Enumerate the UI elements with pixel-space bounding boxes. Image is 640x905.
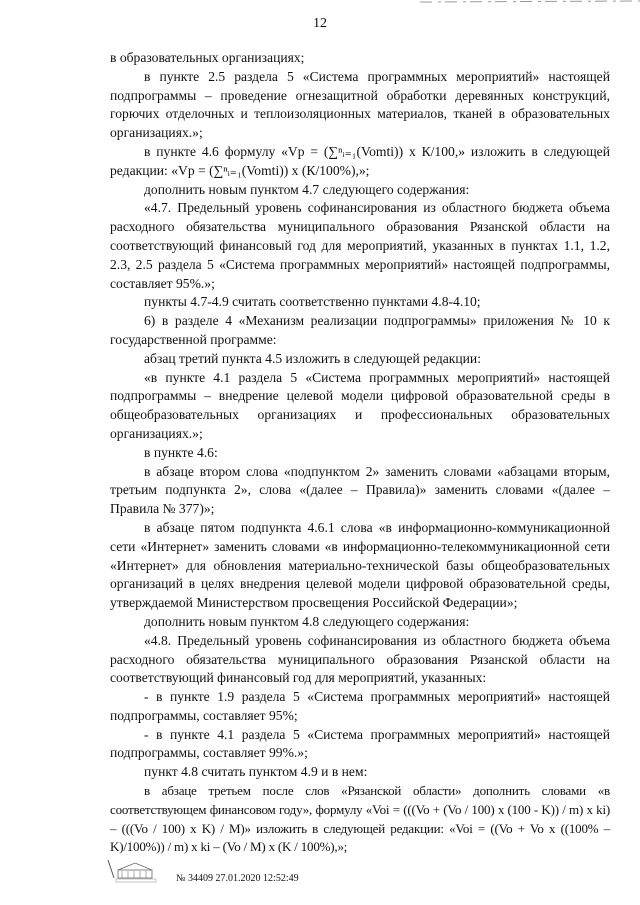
paragraph: - в пункте 1.9 раздела 5 «Система программных мероприятий» настоящей подпрограммы, составляет 95%;: [110, 689, 610, 723]
paragraph: 6) в разделе 4 «Механизм реализации подпрограммы» приложения № 10 к государственной программе:: [110, 313, 610, 347]
paragraph: «в пункте 4.1 раздела 5 «Система программных мероприятий» настоящей подпрограммы – внедрение целевой модели цифровой образовательной среды в общеобразовательных организациях и профессиональных образовательных организациях.»;: [110, 369, 610, 441]
scan-artifact-top: [420, 0, 640, 6]
paragraph-formula-4-9: в абзаце третьем после слов «Рязанской области» дополнить словами «в соответствующем финансовом году», формулу «Voi = (((Vo + (Vo / 100) x (100 - K)) / m) x ki) – (((Vo / 100) x K) / M)» изложить в следующей редакции: «Voi = ((Vo + Vo x ((100% – K)/100%)) / m) x ki – (Vo / M) x (K / 100%),»;: [110, 783, 610, 855]
paragraph: в абзаце пятом подпункта 4.6.1 слова «в информационно-коммуникационной сети «Интернет» заменить словами «в информационно-телекоммуникационной сети «Интернет» для обновления материально-технической базы общеобразовательных организаций в целях внедрения целевой модели цифровой образовательной среды, утверждаемой Министерством просвещения Российской Федерации»;: [110, 519, 610, 611]
building-seal-icon: [104, 858, 164, 884]
paragraph: пункты 4.7-4.9 считать соответственно пунктами 4.8-4.10;: [144, 294, 481, 310]
paragraph-formula-4-6: в пункте 4.6 формулу «Vp = (∑ⁿᵢ₌₁(Vomti)) x К/100,» изложить в следующей редакции: «Vp = (∑ⁿᵢ₌₁(Vomti)) x (К/100%),»;: [110, 143, 610, 178]
paragraph: в пункте 4.6:: [144, 444, 218, 460]
paragraph: в образовательных организациях;: [110, 50, 305, 65]
paragraph: в пункте 2.5 раздела 5 «Система программных мероприятий» настоящей подпрограммы – проведение огнезащитной обработки деревянных конструкций, горючих отделочных и теплоизоляционных материалов, тканей в образовательных организациях.»;: [110, 68, 610, 141]
paragraph: «4.8. Предельный уровень софинансирования из областного бюджета объема расходного обязательства муниципального образования Рязанской области на соответствующий финансовый год для мероприятий, указанных:: [110, 632, 610, 686]
paragraph: - в пункте 4.1 раздела 5 «Система программных мероприятий» настоящей подпрограммы, составляет 99%.»;: [110, 726, 610, 761]
paragraph: дополнить новым пунктом 4.7 следующего содержания:: [144, 181, 470, 197]
registration-mark: № 34409 27.01.2020 12:52:49: [176, 873, 299, 884]
paragraph: пункт 4.8 считать пунктом 4.9 и в нем:: [144, 764, 368, 780]
document-body: [110, 49, 610, 857]
paragraph: в абзаце втором слова «подпунктом 2» заменить словами «абзацами вторым, третьим подпункта 2», слова «(далее – Правила)» заменить словами «(далее – Правила № 377)»;: [110, 463, 610, 517]
paragraph: «4.7. Предельный уровень софинансирования из областного бюджета объема расходного обязательства муниципального образования Рязанской области на соответствующий финансовый год для мероприятий, указанных в пунктах 1.1, 1.2, 2.3, 2.5 раздела 5 «Система программных мероприятий» настоящей подпрограммы, составляет 95%.»;: [110, 200, 610, 291]
paragraph: абзац третий пункта 4.5 изложить в следующей редакции:: [144, 350, 481, 366]
page-number: 12: [313, 16, 327, 31]
paragraph: дополнить новым пунктом 4.8 следующего содержания:: [144, 613, 470, 629]
